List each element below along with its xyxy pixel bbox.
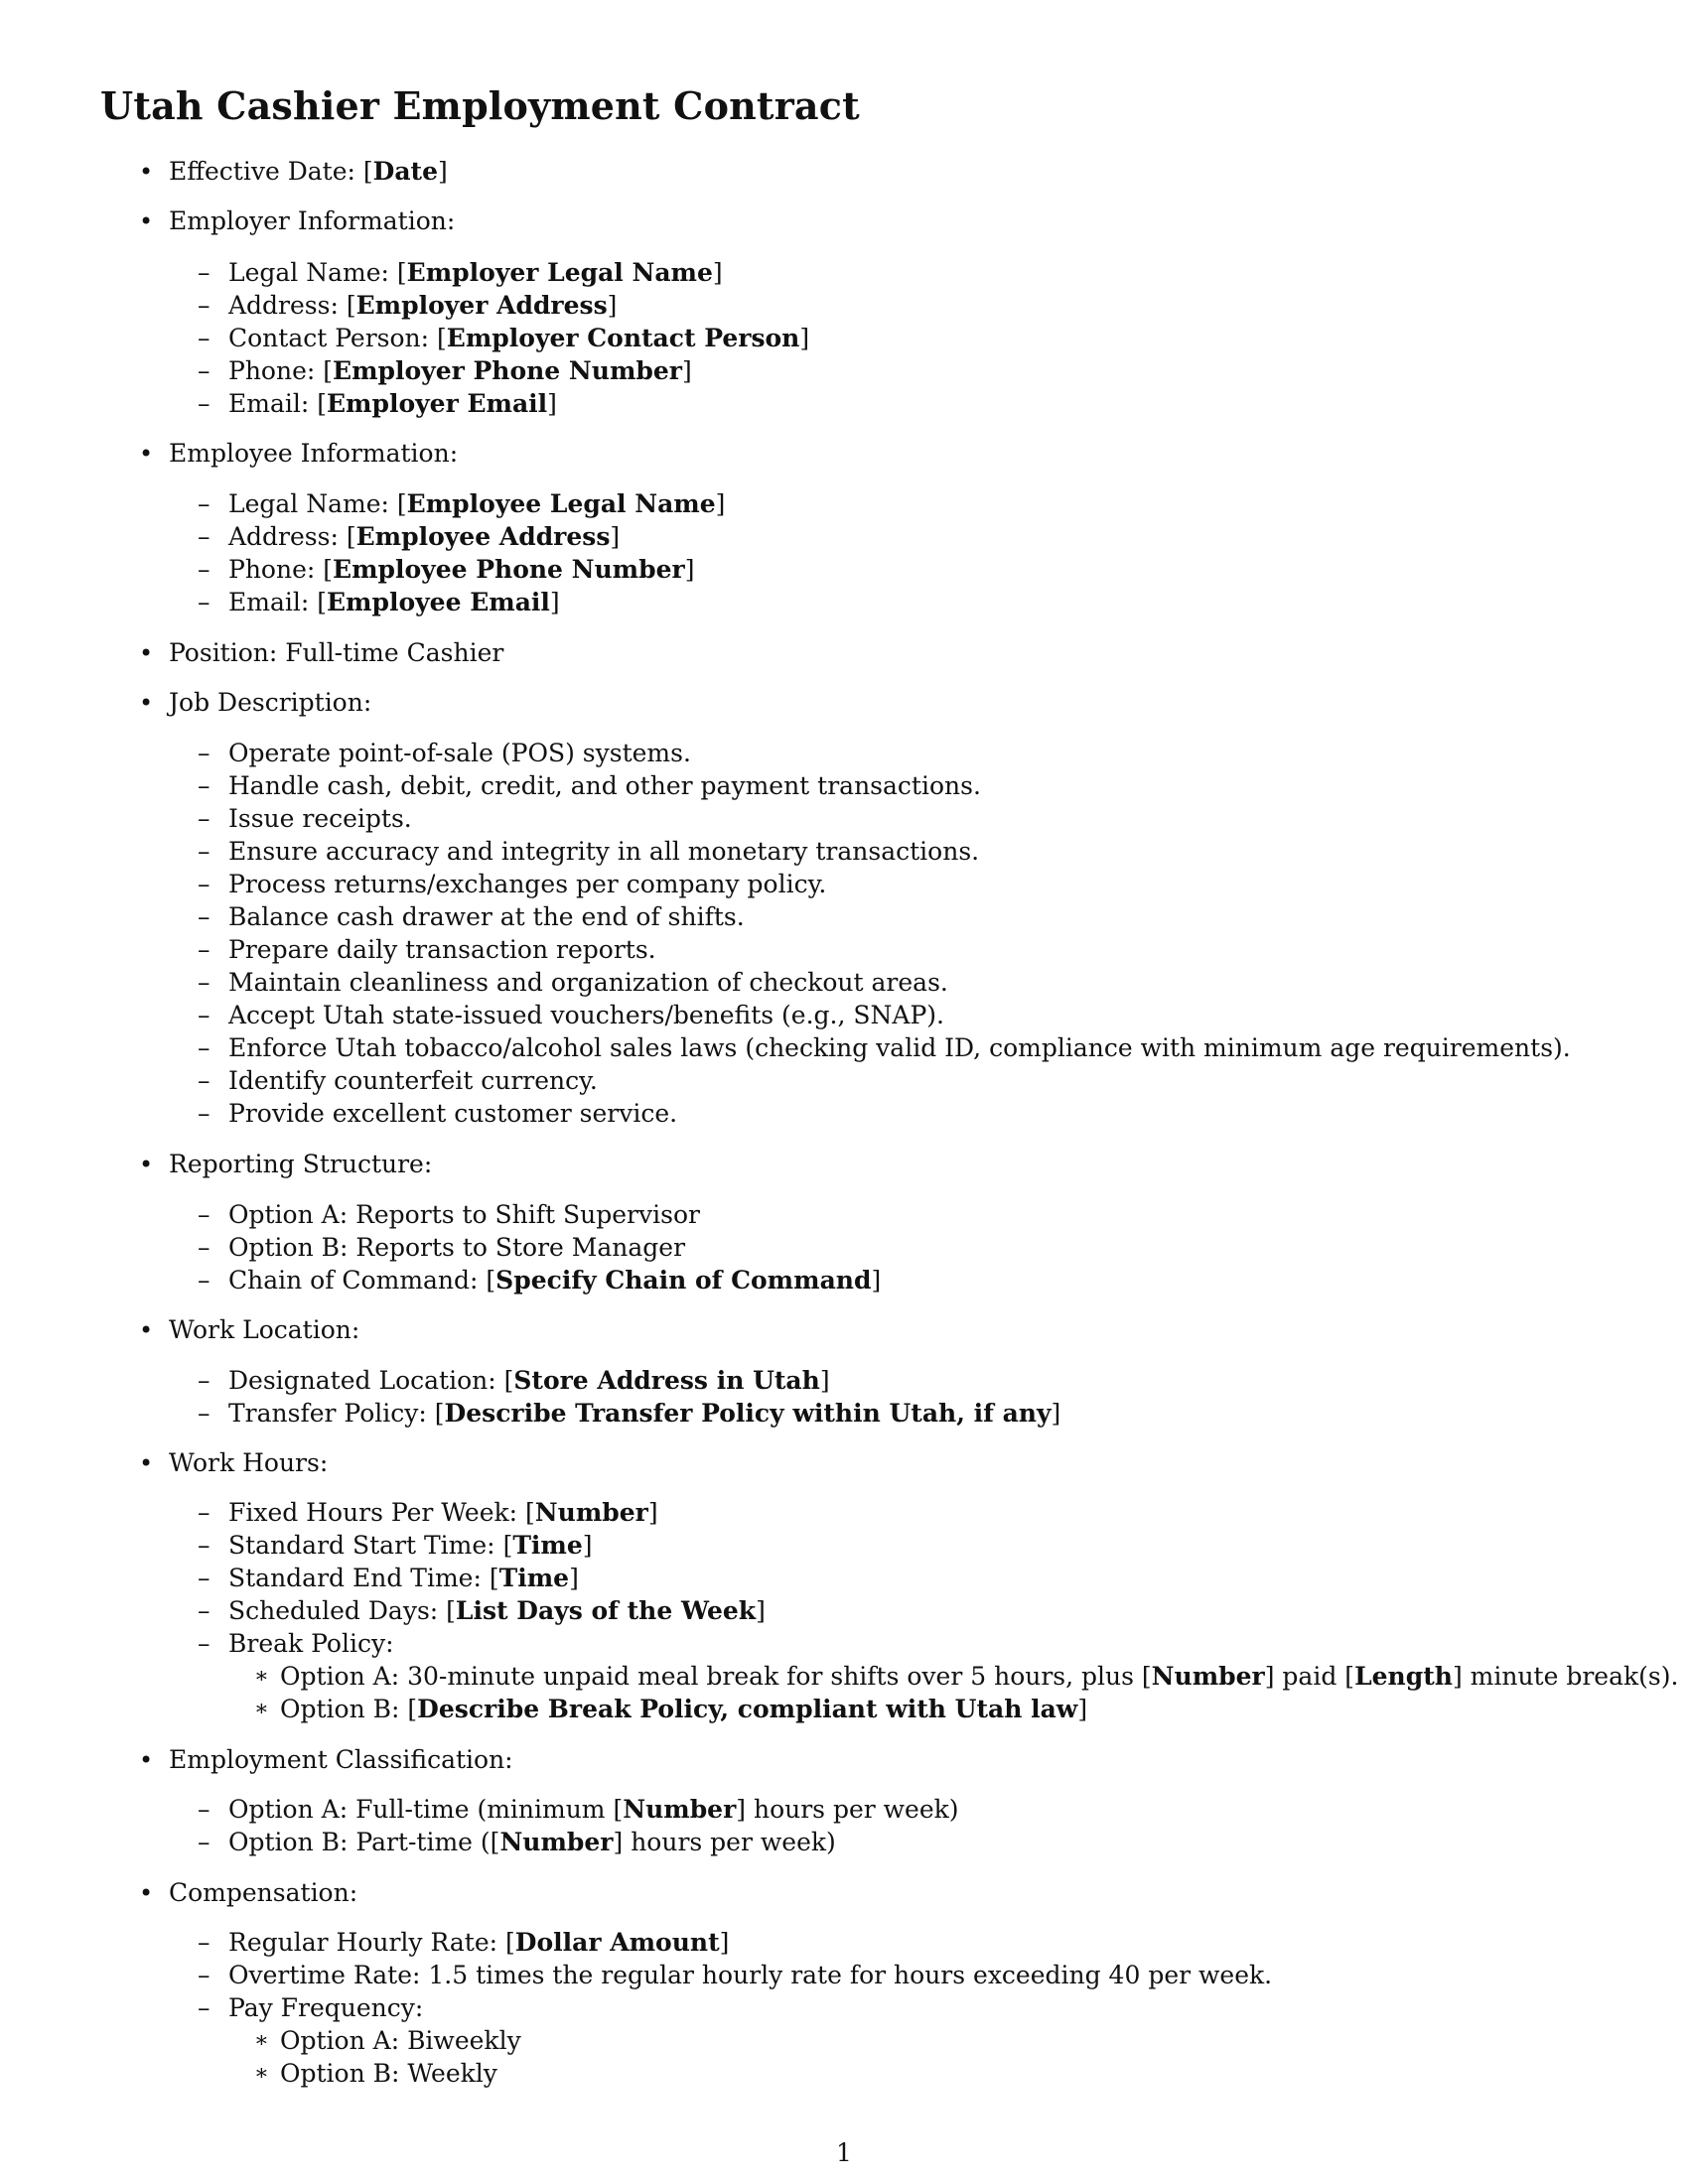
dash: – bbox=[198, 739, 211, 767]
dash: – bbox=[198, 935, 211, 964]
dash: – bbox=[198, 968, 211, 997]
work-hours-heading: Work Hours: bbox=[169, 1448, 329, 1477]
dash: – bbox=[198, 1366, 211, 1395]
dash: – bbox=[198, 522, 211, 551]
dash: – bbox=[198, 1399, 211, 1428]
job-description-heading: Job Description: bbox=[169, 688, 372, 717]
dash: – bbox=[198, 771, 211, 800]
job-item: Enforce Utah tobacco/alcohol sales laws (checking valid ID, compliance with minimum age requirements). bbox=[228, 1033, 1571, 1062]
bullet: • bbox=[139, 207, 154, 235]
dash: – bbox=[198, 804, 211, 833]
classification-option-b: Option B: Part-time ([Number] hours per week) bbox=[228, 1828, 836, 1856]
dash: – bbox=[198, 555, 211, 584]
job-item: Identify counterfeit currency. bbox=[228, 1066, 598, 1095]
classification-option-a: Option A: Full-time (minimum [Number] hours per week) bbox=[228, 1795, 959, 1824]
pay-frequency-heading: Pay Frequency: bbox=[228, 1993, 424, 2022]
dash: – bbox=[198, 1928, 211, 1957]
dash: – bbox=[198, 1498, 211, 1527]
job-item: Accept Utah state-issued vouchers/benefits (e.g., SNAP). bbox=[228, 1001, 944, 1029]
job-item: Maintain cleanliness and organization of checkout areas. bbox=[228, 968, 948, 997]
job-item: Prepare daily transaction reports. bbox=[228, 935, 656, 964]
transfer-policy: Transfer Policy: [Describe Transfer Policy within Utah, if any] bbox=[228, 1399, 1061, 1428]
page-title: Utah Cashier Employment Contract bbox=[100, 83, 860, 128]
employer-address: Address: [Employer Address] bbox=[228, 291, 618, 320]
start-time: Standard Start Time: [Time] bbox=[228, 1531, 593, 1560]
dash: – bbox=[198, 291, 211, 320]
job-item: Balance cash drawer at the end of shifts. bbox=[228, 902, 745, 931]
end-time: Standard End Time: [Time] bbox=[228, 1564, 579, 1592]
dash: – bbox=[198, 1033, 211, 1062]
bullet: • bbox=[139, 1449, 154, 1477]
employee-heading: Employee Information: bbox=[169, 439, 459, 468]
scheduled-days: Scheduled Days: [List Days of the Week] bbox=[228, 1596, 766, 1625]
dash: – bbox=[198, 324, 211, 352]
reporting-option-a: Option A: Reports to Shift Supervisor bbox=[228, 1200, 700, 1229]
dash: – bbox=[198, 1200, 211, 1229]
dash: – bbox=[198, 1961, 211, 1989]
hourly-rate: Regular Hourly Rate: [Dollar Amount] bbox=[228, 1928, 730, 1957]
job-item: Handle cash, debit, credit, and other payment transactions. bbox=[228, 771, 981, 800]
job-item: Operate point-of-sale (POS) systems. bbox=[228, 739, 691, 767]
employee-address: Address: [Employee Address] bbox=[228, 522, 621, 551]
break-option-a: Option A: 30-minute unpaid meal break for shifts over 5 hours, plus [Number] paid [Length] minute break(s). bbox=[280, 1662, 1679, 1691]
overtime-rate: Overtime Rate: 1.5 times the regular hourly rate for hours exceeding 40 per week. bbox=[228, 1961, 1273, 1989]
job-item: Process returns/exchanges per company policy. bbox=[228, 870, 827, 898]
dash: – bbox=[198, 1596, 211, 1625]
dash: – bbox=[198, 1233, 211, 1262]
employee-email: Email: [Employee Email] bbox=[228, 588, 560, 616]
dash: – bbox=[198, 356, 211, 385]
employer-email: Email: [Employer Email] bbox=[228, 389, 557, 418]
job-item: Ensure accuracy and integrity in all monetary transactions. bbox=[228, 837, 980, 866]
compensation-heading: Compensation: bbox=[169, 1878, 358, 1907]
dash: – bbox=[198, 1099, 211, 1128]
dash: – bbox=[198, 1001, 211, 1029]
bullet: • bbox=[139, 1746, 154, 1774]
employer-contact: Contact Person: [Employer Contact Person] bbox=[228, 324, 810, 352]
job-item: Provide excellent customer service. bbox=[228, 1099, 678, 1128]
dash: – bbox=[198, 870, 211, 898]
bullet: • bbox=[139, 1151, 154, 1178]
star: ∗ bbox=[254, 2061, 269, 2086]
employer-phone: Phone: [Employer Phone Number] bbox=[228, 356, 692, 385]
work-location-heading: Work Location: bbox=[169, 1315, 360, 1344]
dash: – bbox=[198, 1795, 211, 1824]
dash: – bbox=[198, 489, 211, 518]
classification-heading: Employment Classification: bbox=[169, 1745, 513, 1774]
bullet: • bbox=[139, 689, 154, 717]
dash: – bbox=[198, 258, 211, 287]
bullet: • bbox=[139, 639, 154, 667]
dash: – bbox=[198, 1828, 211, 1856]
break-option-b: Option B: [Describe Break Policy, compliant with Utah law] bbox=[280, 1695, 1088, 1723]
break-policy-heading: Break Policy: bbox=[228, 1629, 394, 1658]
dash: – bbox=[198, 1066, 211, 1095]
dash: – bbox=[198, 902, 211, 931]
job-item: Issue receipts. bbox=[228, 804, 412, 833]
dash: – bbox=[198, 1531, 211, 1560]
pay-frequency-option-b: Option B: Weekly bbox=[280, 2059, 497, 2088]
designated-location: Designated Location: [Store Address in Utah] bbox=[228, 1366, 830, 1395]
employee-legal-name: Legal Name: [Employee Legal Name] bbox=[228, 489, 726, 518]
pay-frequency-option-a: Option A: Biweekly bbox=[280, 2026, 521, 2055]
employer-legal-name: Legal Name: [Employer Legal Name] bbox=[228, 258, 723, 287]
star: ∗ bbox=[254, 2028, 269, 2053]
dash: – bbox=[198, 1266, 211, 1295]
star: ∗ bbox=[254, 1697, 269, 1721]
dash: – bbox=[198, 1564, 211, 1592]
employee-phone: Phone: [Employee Phone Number] bbox=[228, 555, 695, 584]
bullet: • bbox=[139, 440, 154, 468]
star: ∗ bbox=[254, 1664, 269, 1689]
position: Position: Full-time Cashier bbox=[169, 638, 504, 667]
bullet: • bbox=[139, 158, 154, 186]
fixed-hours: Fixed Hours Per Week: [Number] bbox=[228, 1498, 658, 1527]
dash: – bbox=[198, 1993, 211, 2022]
reporting-heading: Reporting Structure: bbox=[169, 1150, 433, 1178]
bullet: • bbox=[139, 1316, 154, 1344]
effective-date: Effective Date: [Date] bbox=[169, 157, 448, 186]
bullet: • bbox=[139, 1879, 154, 1907]
employer-heading: Employer Information: bbox=[169, 206, 456, 235]
dash: – bbox=[198, 588, 211, 616]
reporting-option-b: Option B: Reports to Store Manager bbox=[228, 1233, 686, 1262]
dash: – bbox=[198, 1629, 211, 1658]
dash: – bbox=[198, 389, 211, 418]
dash: – bbox=[198, 837, 211, 866]
chain-of-command: Chain of Command: [Specify Chain of Command] bbox=[228, 1266, 882, 1295]
page-number: 1 bbox=[836, 2138, 852, 2167]
